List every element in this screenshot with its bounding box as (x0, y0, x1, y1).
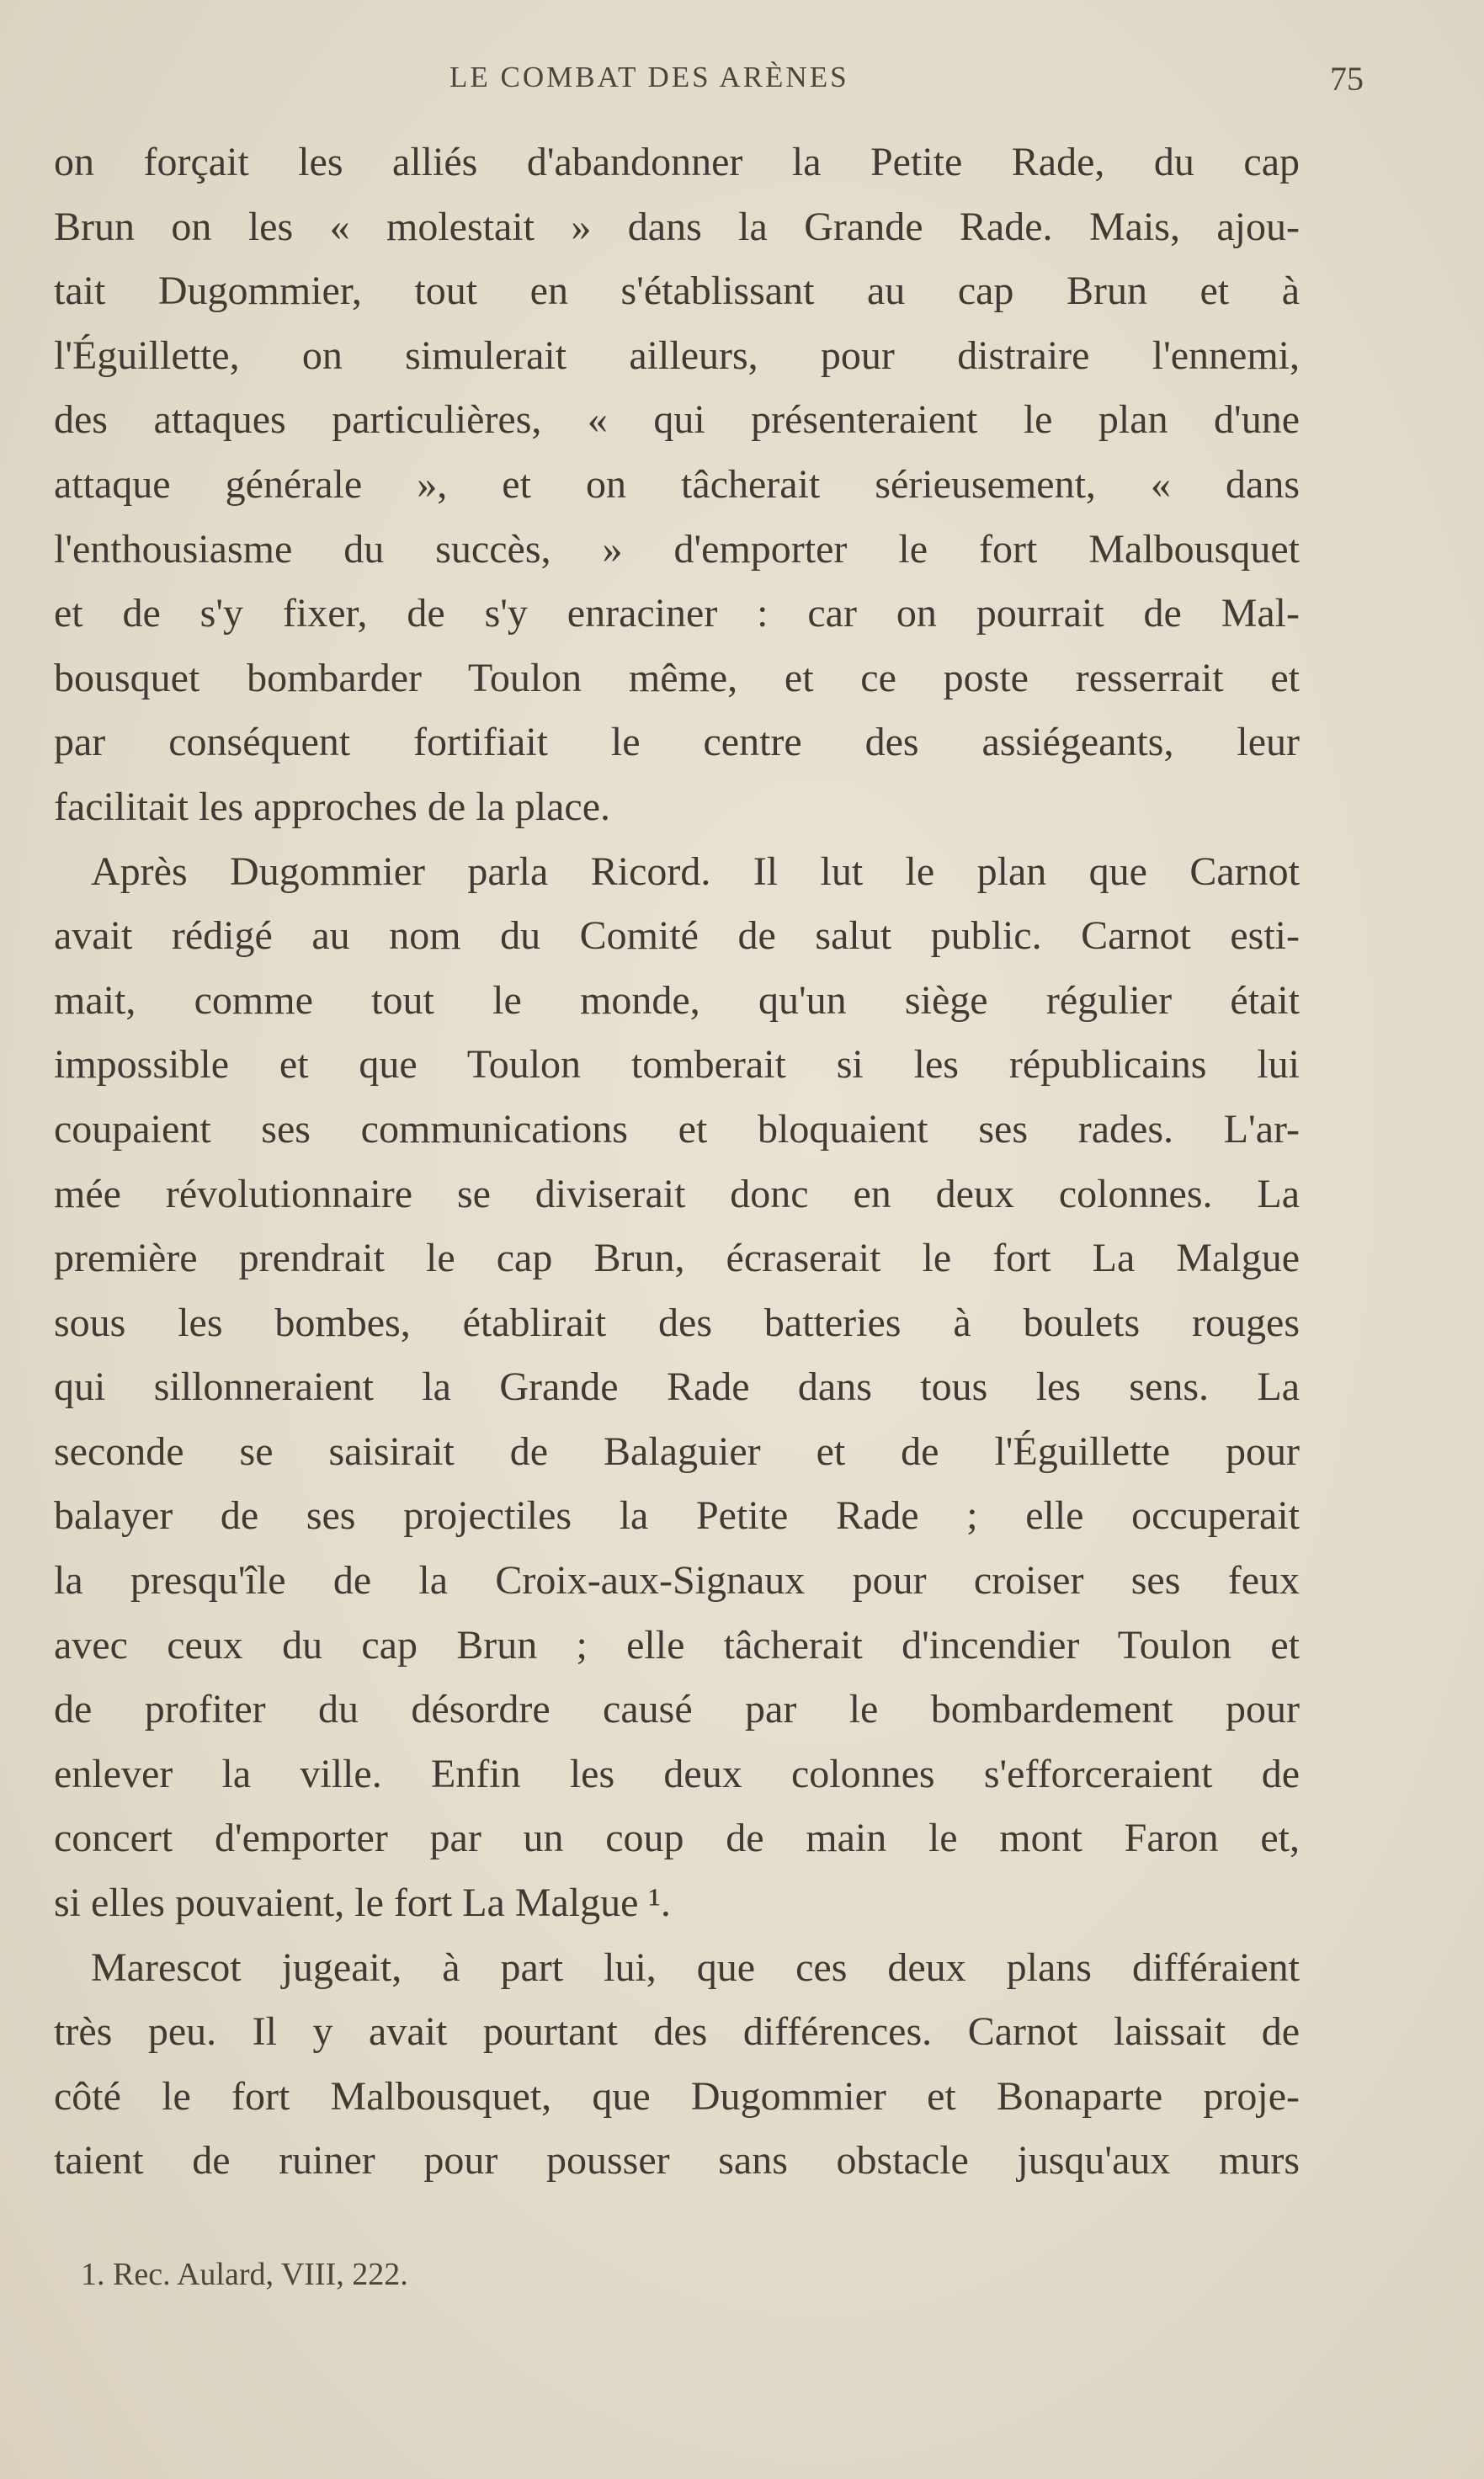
text-line: l'enthousiasme du succès, » d'emporter le fort Malbousquet (54, 526, 1300, 572)
text-line: de profiter du désordre causé par le bombardement pour (54, 1687, 1300, 1732)
body-text (54, 130, 1300, 2194)
text-line: première prendrait le cap Brun, écraserait le fort La Malgue (54, 1236, 1300, 1281)
text-line: par conséquent fortifiait le centre des assiégeants, leur (54, 720, 1300, 765)
text-line: on forçait les alliés d'abandonner la Petite Rade, du cap (54, 140, 1300, 184)
text-line: qui sillonneraient la Grande Rade dans tous les sens. La (54, 1365, 1300, 1410)
text-line: attaque générale », et on tâcherait sérieusement, « dans (54, 461, 1300, 507)
footnote: 1. Rec. Aulard, VIII, 222. (81, 2257, 408, 2292)
text-line: enlever la ville. Enfin les deux colonnes s'efforceraient de (54, 1751, 1300, 1796)
text-line: taient de ruiner pour pousser sans obstacle jusqu'aux murs (54, 2138, 1300, 2184)
text-line: Brun on les « molestait » dans la Grande Rade. Mais, ajou- (54, 204, 1300, 249)
text-line: si elles pouvaient, le fort La Malgue ¹. (54, 1881, 671, 1926)
text-line: seconde se saisirait de Balaguier et de l'Éguillette pour (54, 1428, 1300, 1474)
text-line: très peu. Il y avait pourtant des différences. Carnot laissait de (54, 2009, 1300, 2055)
page-number: 75 (1330, 60, 1364, 98)
text-line: tait Dugommier, tout en s'établissant au cap Brun et à (54, 269, 1300, 314)
text-line: Marescot jugeait, à part lui, que ces deux plans différaient (91, 1944, 1300, 1990)
text-line: des attaques particulières, « qui présenteraient le plan d'une (54, 397, 1300, 443)
text-line: facilitait les approches de la place. (54, 784, 611, 829)
text-line: mait, comme tout le monde, qu'un siège régulier était (54, 977, 1300, 1023)
running-title: LE COMBAT DES ARÈNES (449, 61, 849, 93)
text-line: Après Dugommier parla Ricord. Il lut le plan que Carnot (91, 848, 1300, 894)
text-line: impossible et que Toulon tomberait si les républicains lui (54, 1042, 1300, 1088)
text-line: concert d'emporter par un coup de main le mont Faron et, (54, 1816, 1300, 1861)
text-line: bousquet bombarder Toulon même, et ce poste resserrait et (54, 655, 1300, 700)
text-line: côté le fort Malbousquet, que Dugommier et Bonaparte proje- (54, 2073, 1300, 2119)
text-line: sous les bombes, établirait des batteries à boulets rouges (54, 1300, 1300, 1345)
text-line: et de s'y fixer, de s'y enraciner : car on pourrait de Mal- (54, 591, 1300, 636)
page-header (51, 52, 1364, 103)
text-line: la presqu'île de la Croix-aux-Signaux pour croiser ses feux (54, 1558, 1300, 1604)
text-line: balayer de ses projectiles la Petite Rade ; elle occuperait (54, 1493, 1300, 1539)
text-line: coupaient ses communications et bloquaient ses rades. L'ar- (54, 1106, 1300, 1152)
text-line: avait rédigé au nom du Comité de salut public. Carnot esti- (54, 913, 1300, 959)
text-line: l'Éguillette, on simulerait ailleurs, pour distraire l'ennemi, (54, 332, 1300, 378)
text-line: mée révolutionnaire se diviserait donc en deux colonnes. La (54, 1171, 1300, 1216)
text-line: avec ceux du cap Brun ; elle tâcherait d'incendier Toulon et (54, 1622, 1300, 1668)
